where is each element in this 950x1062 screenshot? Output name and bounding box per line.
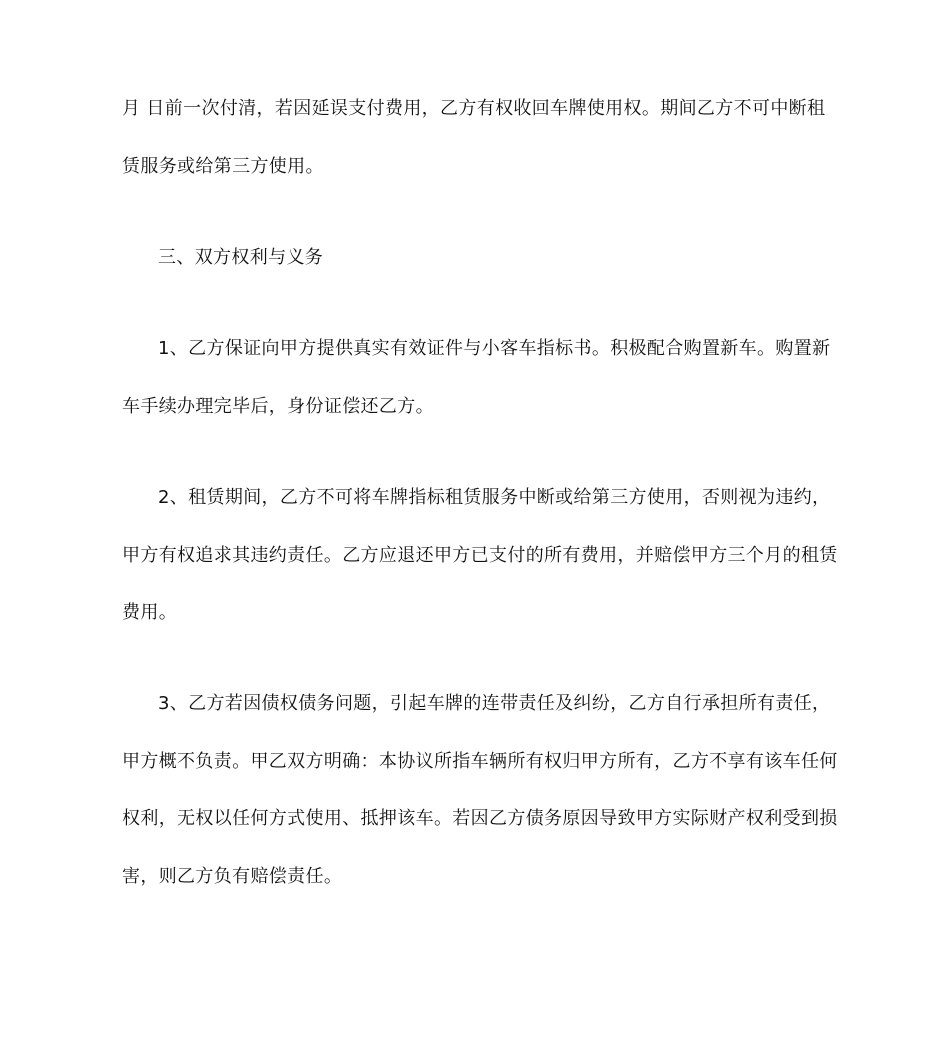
paragraph-line: 权利，无权以任何方式使用、抵押该车。若因乙方债务原因导致甲方实际财产权利受到损: [122, 808, 838, 829]
section-heading: 三、双方权利与义务: [158, 247, 324, 268]
paragraph-line: 费用。: [122, 602, 178, 623]
paragraph-line: 1、乙方保证向甲方提供真实有效证件与小客车指标书。积极配合购置新车。购置新: [158, 338, 831, 359]
paragraph-line: 赁服务或给第三方使用。: [122, 156, 324, 177]
paragraph-line: 甲方有权追求其违约责任。乙方应退还甲方已支付的所有费用，并赔偿甲方三个月的租赁: [122, 545, 838, 566]
paragraph-line: 月 日前一次付清，若因延误支付费用，乙方有权收回车牌使用权。期间乙方不可中断租: [122, 98, 826, 119]
paragraph-line: 甲方概不负责。甲乙双方明确：本协议所指车辆所有权归甲方所有，乙方不享有该车任何: [122, 751, 838, 772]
paragraph-line: 2、租赁期间，乙方不可将车牌指标租赁服务中断或给第三方使用，否则视为违约，: [158, 487, 831, 508]
paragraph-line: 3、乙方若因债权债务问题，引起车牌的连带责任及纠纷，乙方自行承担所有责任，: [158, 693, 831, 714]
paragraph-line: 害，则乙方负有赔偿责任。: [122, 866, 343, 887]
paragraph-line: 车手续办理完毕后，身份证偿还乙方。: [122, 396, 434, 417]
